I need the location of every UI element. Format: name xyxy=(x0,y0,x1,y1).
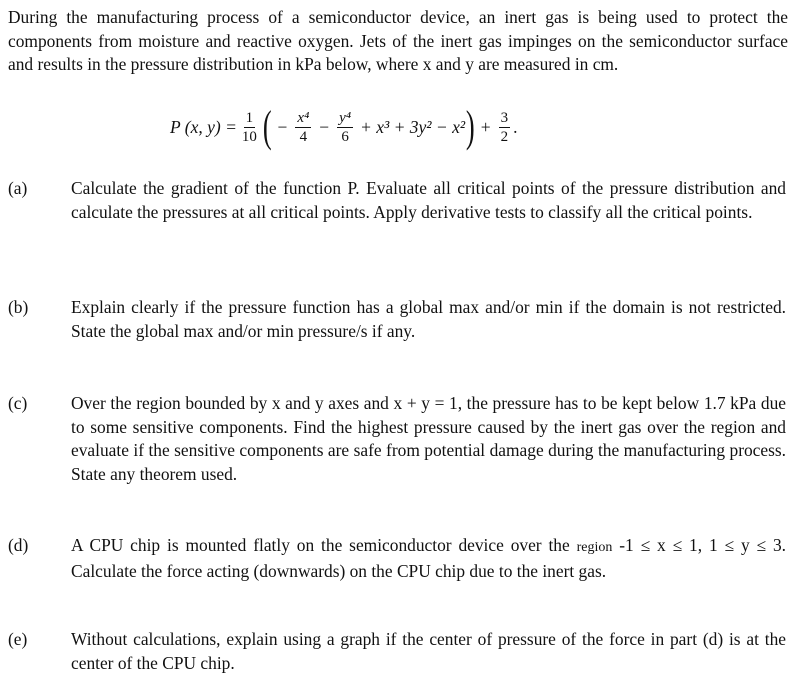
part-text xyxy=(71,534,786,583)
fraction-denominator: 4 xyxy=(299,128,308,145)
part-text-start: A CPU chip is mounted flatly on the semiconductor device over the xyxy=(71,535,577,555)
left-paren: ( xyxy=(262,102,272,151)
formula-lhs: P (x, y) = xyxy=(170,116,237,137)
part-text-region: region xyxy=(576,540,613,555)
fraction-denominator: 6 xyxy=(341,128,349,145)
fraction-denominator: 2 xyxy=(500,128,509,145)
fraction-numerator: 1 xyxy=(245,109,254,126)
formula-middle-terms: + x³ + 3y² − x² xyxy=(360,116,466,137)
part-text-end: -1 ≤ x ≤ 1, 1 ≤ y ≤ 3. Calculate the force acting (downwards) on the CPU chip due to the inert gas. xyxy=(71,535,786,581)
part-text: Calculate the gradient of the function P. Evaluate all critical points of the pressure distribution and calculate the pressures at all critical points. Apply derivative tests to classify all the critical points. xyxy=(71,178,786,222)
right-paren: ) xyxy=(466,102,475,151)
part-text: Over the region bounded by x and y axes and x + y = 1, the pressure has to be kept below 1.7 kPa due to some sensitive components. Find the highest pressure caused by the inert gas over the region and evaluate if the sensitive components are safe from potential damage during the manufacturing process. State any theorem used. xyxy=(71,393,786,484)
part-letter: (d) xyxy=(8,535,29,555)
formula-period: . xyxy=(513,116,518,137)
fraction-y4-over-6 xyxy=(337,109,353,146)
part-text: Without calculations, explain using a graph if the center of pressure of the force in part (d) is at the center of the CPU chip. xyxy=(71,629,786,673)
fraction-numerator: y⁴ xyxy=(339,109,352,126)
minus-sign: − xyxy=(319,116,330,137)
plus-sign: + xyxy=(480,116,491,137)
fraction-denominator: 10 xyxy=(241,128,257,145)
part-letter: (a) xyxy=(8,178,28,198)
part-letter: (b) xyxy=(8,297,29,317)
fraction-numerator: 3 xyxy=(500,109,509,126)
part-text: Explain clearly if the pressure function has a global max and/or min if the domain is not restricted. State the global max and/or min pressure/s if any. xyxy=(71,297,786,341)
fraction-numerator: x⁴ xyxy=(297,109,310,126)
problem-intro: During the manufacturing process of a semiconductor device, an inert gas is being used to protect the components from moisture and reactive oxygen. Jets of the inert gas impinges on the semiconductor surface and results in the pressure distribution in kPa below, where x and y are measured in cm. xyxy=(8,7,788,74)
part-letter: (e) xyxy=(8,629,28,649)
part-letter: (c) xyxy=(8,393,28,413)
pressure-formula xyxy=(170,98,518,156)
fraction-one-tenth xyxy=(240,109,259,146)
fraction-x4-over-4 xyxy=(295,109,311,146)
fraction-three-halves xyxy=(499,109,511,146)
minus-sign: − xyxy=(277,116,288,137)
